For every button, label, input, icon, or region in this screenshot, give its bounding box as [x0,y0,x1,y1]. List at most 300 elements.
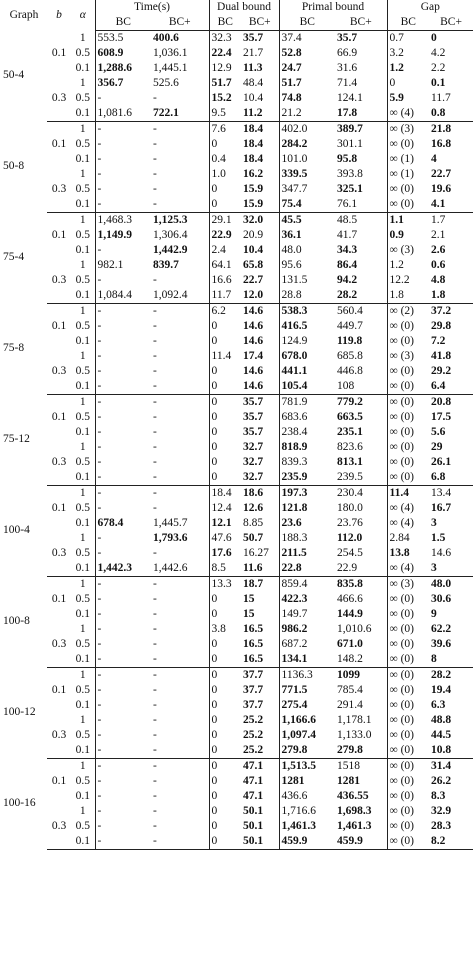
cell-dual-bc: 6.2 [209,304,241,320]
cell-time-bcplus: 1,445.7 [153,516,188,529]
cell-primal-bcplus: 112.0 [337,531,363,544]
cell-primal-bcplus: 560.4 [337,304,363,317]
cell-primal-bc: 48.0 [279,243,335,258]
cell-primal-bcplus: 1281 [337,774,361,787]
cell-time-bc: - [95,728,151,743]
cell-primal-bcplus: 71.4 [337,76,358,89]
cell-time-bcplus: 839.7 [153,258,179,271]
cell-primal-bc: 1,716.6 [279,804,335,819]
cell-alpha: 0.5 [75,546,90,559]
cell-gap-bc: 11.4 [387,486,429,502]
cell-gap-bc: ∞ (0) [387,834,429,850]
cell-dual-bcplus: 14.6 [243,319,264,332]
cell-primal-bcplus: 436.55 [337,789,369,802]
table-row [1,288,473,304]
table-row [1,349,473,364]
header-gap: Gap [387,0,473,15]
table-row [1,425,473,440]
header-primal-bc: BC [279,15,335,31]
cell-time-bc: 608.9 [95,46,151,61]
table-row [1,834,473,850]
table-row [1,31,473,47]
cell-gap-bcplus: 2.1 [431,228,446,241]
cell-primal-bcplus: 325.1 [337,182,363,195]
cell-time-bcplus: - [153,683,157,696]
cell-time-bc: 553.5 [95,31,151,47]
cell-dual-bc: 3.8 [209,622,241,637]
cell-dual-bcplus: 11.6 [241,561,279,577]
cell-primal-bcplus: 466.6 [337,592,363,605]
cell-b [47,106,71,122]
cell-primal-bcplus: 1,133.0 [337,728,372,741]
cell-gap-bcplus: 3 [429,561,473,577]
cell-gap-bcplus: 37.2 [431,304,452,317]
cell-gap-bc: ∞ (0) [387,425,429,440]
cell-gap-bcplus: 26.2 [431,774,452,787]
cell-time-bcplus: 1,306.4 [153,228,188,241]
header-dual-bc: BC [209,15,241,31]
cell-time-bcplus: 1,445.1 [153,61,188,74]
cell-gap-bc: ∞ (0) [387,774,429,789]
cell-dual-bc: 0 [209,668,241,684]
cell-gap-bc: 1.1 [387,213,429,229]
header-dual-bound: Dual bound [209,0,279,15]
cell-time-bcplus: - [151,834,209,850]
cell-primal-bc: 134.1 [279,652,335,668]
table-row [1,213,473,229]
cell-gap-bc: ∞ (0) [387,440,429,455]
cell-gap-bcplus: 8 [429,652,473,668]
cell-dual-bcplus: 12.6 [243,501,264,514]
cell-dual-bc: 12.4 [209,501,241,516]
cell-dual-bcplus: 50.7 [243,531,264,544]
cell-b: 0.3 [51,364,67,377]
cell-time-bc: - [95,319,151,334]
cell-time-bcplus: - [153,395,157,408]
header-gap-bc: BC [387,15,429,31]
cell-gap-bcplus: 4.2 [431,46,446,59]
cell-dual-bc: 0 [209,834,241,850]
cell-gap-bc: ∞ (0) [387,698,429,713]
cell-gap-bc: ∞ (0) [387,319,429,334]
cell-dual-bcplus: 32.7 [241,470,279,486]
cell-time-bcplus: - [153,622,157,635]
cell-b [47,31,71,47]
cell-alpha: 1 [79,531,86,544]
cell-primal-bc: 441.1 [279,364,335,379]
cell-gap-bc: ∞ (2) [387,304,429,320]
cell-gap-bcplus: 48.8 [431,713,452,726]
table-row [1,516,473,531]
cell-alpha: 1 [79,213,86,226]
cell-dual-bcplus: 15 [243,592,255,605]
cell-dual-bc: 51.7 [209,76,241,91]
cell-dual-bc: 0 [209,592,241,607]
cell-b: 0.1 [51,228,67,241]
cell-b [47,440,71,455]
table-row [1,668,473,684]
cell-primal-bc: 284.2 [279,137,335,152]
cell-primal-bcplus: 685.8 [337,349,363,362]
cell-dual-bcplus: 16.2 [243,167,264,180]
cell-dual-bc: 12.1 [209,516,241,531]
cell-gap-bcplus: 48.0 [431,577,452,590]
cell-b [47,379,71,395]
cell-time-bcplus: - [153,546,157,559]
cell-dual-bcplus: 16.5 [243,637,264,650]
cell-b [47,577,71,593]
table-row [1,61,473,76]
cell-b: 0.1 [51,683,67,696]
cell-alpha: 1 [79,486,86,499]
cell-primal-bcplus: 144.9 [337,607,363,620]
table-row [1,470,473,486]
header-time: Time(s) [95,0,209,15]
cell-time-bc: - [95,182,151,197]
cell-time-bcplus: - [153,455,157,468]
cell-time-bc: - [95,819,151,834]
cell-gap-bcplus: 0.1 [431,76,446,89]
cell-alpha: 1 [79,167,86,180]
cell-dual-bcplus: 37.7 [243,698,264,711]
cell-dual-bcplus: 50.1 [241,834,279,850]
cell-b: 0.3 [51,819,67,832]
cell-dual-bc: 0 [209,819,241,834]
cell-b [47,668,71,684]
cell-dual-bcplus: 14.6 [241,379,279,395]
cell-time-bc: - [95,577,151,593]
cell-primal-bc: 121.8 [279,501,335,516]
cell-dual-bcplus: 50.1 [243,819,264,832]
cell-graph: 50-4 [3,69,25,82]
cell-b [47,334,71,349]
table-row [1,228,473,243]
header-time-bc: BC [95,15,151,31]
table-row [1,652,473,668]
cell-dual-bc: 0 [209,364,241,379]
cell-primal-bc: 459.9 [279,834,335,850]
cell-dual-bcplus: 10.4 [243,91,264,104]
cell-gap-bc: ∞ (0) [387,668,429,684]
cell-gap-bcplus: 3 [431,516,437,529]
cell-time-bcplus: - [151,470,209,486]
cell-primal-bc: 781.9 [279,395,335,411]
cell-primal-bc: 22.8 [279,561,335,577]
cell-dual-bcplus: 25.2 [241,743,279,759]
cell-time-bc: 1,081.6 [95,106,151,122]
cell-time-bc: - [95,334,151,349]
cell-gap-bcplus: 1.5 [431,531,446,544]
cell-b: 0.3 [51,637,67,650]
cell-primal-bc: 859.4 [279,577,335,593]
cell-primal-bcplus: 835.8 [337,577,363,590]
cell-b [47,61,71,76]
cell-b: 0.1 [51,319,67,332]
cell-alpha: 1 [79,304,86,317]
table-row [1,607,473,622]
cell-alpha: 0.5 [75,410,90,423]
cell-primal-bcplus: 86.4 [337,258,358,271]
cell-time-bc: - [95,789,151,804]
cell-b [47,516,71,531]
table-row [1,197,473,213]
cell-dual-bc: 0 [209,334,241,349]
cell-time-bc: - [95,743,151,759]
cell-primal-bcplus: 124.1 [337,91,363,104]
cell-time-bcplus: - [153,804,157,817]
cell-primal-bc: 347.7 [279,182,335,197]
cell-primal-bc: 279.8 [279,743,335,759]
table-row [1,91,473,106]
cell-gap-bc: 0.7 [387,31,429,47]
cell-time-bcplus: - [153,167,157,180]
cell-gap-bc: 1.8 [387,288,429,304]
cell-time-bcplus: - [153,319,157,332]
results-table [1,0,473,850]
cell-time-bcplus: 400.6 [153,31,179,44]
cell-dual-bcplus: 25.2 [243,728,264,741]
cell-b: 0.3 [51,273,67,286]
cell-gap-bc: ∞ (0) [387,759,429,775]
cell-b [47,288,71,304]
cell-primal-bcplus: 22.9 [335,561,387,577]
cell-dual-bcplus: 37.7 [243,668,264,681]
cell-gap-bc: ∞ (0) [387,652,429,668]
cell-time-bcplus: - [153,334,157,347]
cell-primal-bc: 45.5 [279,213,335,229]
cell-primal-bc: 52.8 [279,46,335,61]
cell-time-bc: 982.1 [95,258,151,273]
cell-primal-bcplus: 663.5 [337,410,363,423]
cell-graph: 100-8 [3,615,30,628]
cell-gap-bcplus: 7.2 [431,334,446,347]
cell-dual-bcplus: 32.7 [243,455,264,468]
cell-gap-bcplus: 31.4 [431,759,452,772]
cell-gap-bcplus: 11.7 [431,91,451,104]
cell-alpha: 0.5 [75,319,90,332]
cell-time-bcplus: - [153,152,157,165]
cell-dual-bcplus: 35.7 [243,395,264,408]
cell-gap-bc: ∞ (0) [387,410,429,425]
cell-b [47,167,71,182]
table-row [1,759,473,775]
cell-gap-bc: ∞ (0) [387,637,429,652]
cell-time-bcplus: - [153,728,157,741]
cell-primal-bcplus: 35.7 [337,31,358,44]
cell-dual-bcplus: 32.0 [243,213,264,226]
cell-dual-bc: 17.6 [209,546,241,561]
cell-dual-bcplus: 18.4 [243,137,264,150]
cell-primal-bc: 275.4 [279,698,335,713]
cell-time-bcplus: - [153,273,157,286]
header-time-bcplus: BC+ [151,15,209,31]
table-row [1,486,473,502]
cell-alpha: 0.1 [75,698,90,711]
header-alpha: α [79,8,86,21]
cell-dual-bcplus: 15.9 [243,182,264,195]
cell-dual-bc: 0 [209,197,241,213]
cell-primal-bc: 1,461.3 [279,819,335,834]
cell-gap-bc: 13.8 [387,546,429,561]
cell-dual-bc: 0 [209,379,241,395]
cell-time-bcplus: 1,793.6 [153,531,188,544]
cell-dual-bc: 0 [209,728,241,743]
cell-primal-bcplus: 393.8 [337,167,363,180]
table-row [1,546,473,561]
cell-time-bc: - [95,486,151,502]
cell-alpha: 1 [79,258,86,271]
cell-alpha: 1 [79,759,86,772]
cell-gap-bcplus: 28.2 [431,668,452,681]
cell-dual-bcplus: 21.7 [243,46,264,59]
cell-time-bc: 678.4 [95,516,151,531]
cell-time-bc: - [95,410,151,425]
cell-time-bc: - [95,122,151,138]
cell-time-bcplus: - [153,91,157,104]
cell-b [47,349,71,364]
cell-gap-bcplus: 32.9 [431,804,452,817]
cell-dual-bc: 0 [209,789,241,804]
cell-gap-bc: 3.2 [387,46,429,61]
cell-time-bc: - [95,425,151,440]
cell-b [47,652,71,668]
cell-time-bcplus: 1,442.9 [153,243,188,256]
cell-alpha: 0.5 [75,501,90,514]
cell-b [47,743,71,759]
cell-primal-bcplus: 1,698.3 [337,804,372,817]
cell-time-bcplus: - [153,349,157,362]
cell-dual-bc: 0 [209,395,241,411]
cell-primal-bcplus: 95.8 [337,152,358,165]
table-row [1,258,473,273]
cell-gap-bc: ∞ (4) [387,501,429,516]
cell-time-bc: - [95,713,151,728]
cell-time-bcplus: - [153,759,157,772]
cell-dual-bc: 22.9 [209,228,241,243]
cell-primal-bcplus: 389.7 [337,122,363,135]
table-row [1,122,473,138]
cell-alpha: 0.5 [75,592,90,605]
cell-gap-bcplus: 30.6 [431,592,452,605]
cell-gap-bcplus: 29.8 [431,319,452,332]
cell-primal-bc: 839.3 [279,455,335,470]
cell-dual-bcplus: 20.9 [243,228,264,241]
cell-time-bcplus: - [153,698,157,711]
header-b: b [56,8,62,21]
cell-dual-bcplus: 8.85 [243,516,264,529]
cell-gap-bc: 0 [387,76,429,91]
cell-b [47,834,71,850]
cell-primal-bc: 23.6 [279,516,335,531]
cell-primal-bcplus: 291.4 [337,698,363,711]
cell-dual-bc: 15.2 [209,91,241,106]
cell-alpha: 0.5 [75,228,90,241]
cell-dual-bc: 0 [209,759,241,775]
cell-alpha: 0.5 [75,637,90,650]
cell-time-bc: - [95,774,151,789]
cell-dual-bc: 0 [209,440,241,455]
cell-primal-bcplus: 785.4 [337,683,363,696]
table-row [1,304,473,320]
table-row [1,106,473,122]
cell-dual-bc: 0 [209,182,241,197]
header-gap-bcplus: BC+ [429,15,473,31]
cell-b [47,425,71,440]
cell-time-bc: - [95,197,151,213]
cell-primal-bc: 197.3 [279,486,335,502]
cell-dual-bc: 1.0 [209,167,241,182]
cell-gap-bcplus: 4.8 [431,273,446,286]
cell-alpha: 1 [79,440,86,453]
cell-primal-bc: 402.0 [279,122,335,138]
cell-alpha: 1 [79,804,86,817]
cell-alpha: 0.5 [75,728,90,741]
cell-gap-bcplus: 16.8 [431,137,452,150]
cell-dual-bcplus: 11.3 [243,61,263,74]
cell-dual-bcplus: 12.0 [241,288,279,304]
cell-gap-bcplus: 14.6 [431,546,452,559]
cell-time-bcplus: - [153,819,157,832]
cell-b [47,470,71,486]
cell-primal-bcplus: 279.8 [335,743,387,759]
cell-dual-bc: 16.6 [209,273,241,288]
cell-dual-bc: 9.5 [209,106,241,122]
cell-time-bcplus: 722.1 [151,106,209,122]
cell-gap-bc: ∞ (0) [387,819,429,834]
cell-b [47,122,71,138]
cell-time-bc: 356.7 [95,76,151,91]
table-row [1,501,473,516]
cell-graph: 75-4 [3,251,25,264]
cell-dual-bc: 0 [209,683,241,698]
cell-alpha: 1 [79,76,86,89]
cell-primal-bc: 211.5 [279,546,335,561]
cell-b: 0.1 [51,501,67,514]
cell-alpha: 0.5 [75,683,90,696]
cell-gap-bcplus: 29.2 [431,364,452,377]
cell-primal-bcplus: 66.9 [337,46,358,59]
cell-gap-bc: 1.2 [387,258,429,273]
cell-gap-bc: ∞ (0) [387,683,429,698]
cell-dual-bc: 0 [209,804,241,819]
cell-primal-bc: 105.4 [279,379,335,395]
table-row [1,379,473,395]
cell-gap-bc: ∞ (0) [387,395,429,411]
cell-time-bc: 1,288.6 [95,61,151,76]
cell-time-bcplus: 525.6 [153,76,179,89]
cell-time-bc: - [95,834,151,850]
cell-b: 0.3 [51,546,67,559]
cell-gap-bc: ∞ (3) [387,577,429,593]
cell-graph: 75-12 [3,433,30,446]
cell-gap-bc: ∞ (1) [387,167,429,182]
cell-time-bc: - [95,668,151,684]
cell-alpha: 0.1 [75,425,90,438]
cell-primal-bc: 416.5 [279,319,335,334]
cell-gap-bcplus: 21.8 [431,122,452,135]
cell-dual-bc: 0 [209,455,241,470]
cell-alpha: 0.5 [75,91,90,104]
cell-primal-bcplus: 254.5 [337,546,363,559]
cell-alpha: 0.1 [71,197,95,213]
cell-time-bcplus: - [153,668,157,681]
cell-time-bcplus: - [153,774,157,787]
cell-time-bc: - [95,637,151,652]
table-body [1,31,473,850]
table-row [1,713,473,728]
cell-primal-bcplus: 1099 [337,668,361,681]
cell-time-bc: - [95,607,151,622]
